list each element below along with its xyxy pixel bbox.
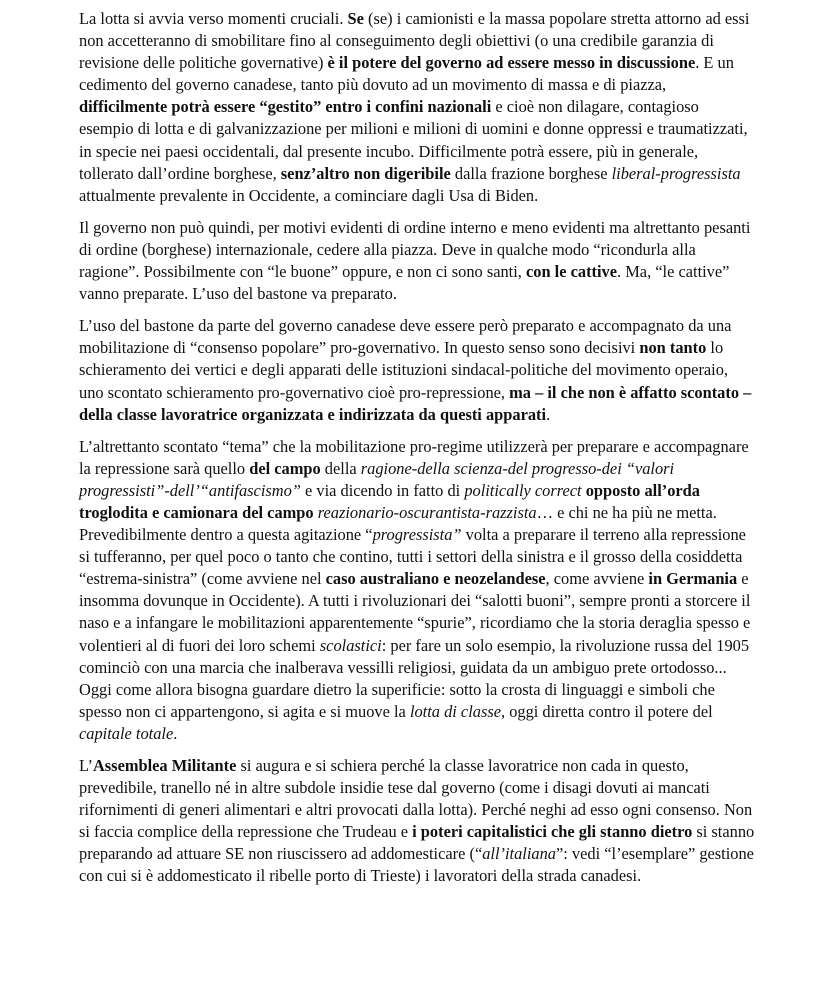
bold-text-run: difficilmente potrà essere “gestito” entro i confini nazionali [79, 97, 492, 117]
text-run: attualmente prevalente in Occidente, a cominciare dagli Usa di Biden. [79, 185, 539, 205]
italic-text-run: capitale totale [79, 723, 174, 743]
italic-text-run: reazionario-oscurantista-razzista [317, 502, 537, 522]
paragraph [79, 755, 755, 888]
text-run: e insomma dovunque in Occidente). A tutti i rivoluzionari dei “salotti buoni”, sempre pronti a storcere il naso e a infangare le mobilitazioni apparentemente “spurie”, ricordiamo che la storia deraglia spesso e volentieri al di fuori dei loro schemi [79, 569, 751, 655]
italic-text-run: ragione-della scienza-del progresso-dei “valori progressisti”-dell’“antifascismo” [79, 458, 675, 500]
text-run: L’ [79, 756, 93, 775]
bold-text-run: con le cattive [526, 262, 618, 282]
text-run: si stanno preparando ad attuare SE non riuscissero ad addomesticare (“ [79, 822, 755, 864]
italic-text-run: progressista” [372, 525, 462, 545]
bold-text-run: opposto all’orda troglodita e camionara del campo [79, 480, 700, 522]
text-run: Il governo non può quindi, per motivi evidenti di ordine interno e meno evidenti ma altrettanto pesanti di ordine (borghese) internazionale, cedere alla piazza. Deve in qualche modo “ricondurla alla ragione”. Possibilmente con “le buone” oppure, e non ci sono santi, [79, 217, 751, 282]
text-run: : per fare un solo esempio, la rivoluzione russa del 1905 cominciò con una marcia che inalberava vessilli religiosi, guidata da un ambiguo prete ortodosso... Oggi come allora bisogna guardare dietro la superificie: sotto la crosta di linguaggi e simboli che spesso non ci appartengono, si agita e si muove la [79, 635, 750, 721]
text-run: , oggi diretta contro il potere del [501, 701, 713, 721]
bold-text-run: è il potere del governo ad essere messo in discussione [327, 53, 696, 73]
paragraph [79, 217, 755, 305]
bold-text-run: Se [347, 9, 364, 28]
italic-text-run: politically correct [464, 480, 582, 500]
bold-text-run: senz’altro non digeribile [280, 163, 451, 183]
italic-text-run: lotta di classe [409, 701, 501, 721]
bold-text-run: non tanto [639, 338, 707, 358]
text-run: si augura e si schiera perché la classe lavoratrice non cada in questo, prevedibile, tranello né in altre subdole insidie tese dal governo (come i disagi dovuti ai mancati rifornimenti di generi alimentari e altri provocati dalla lotta). Perché neghi ad esso ogni consenso. Non si faccia complice della repressione che Trudeau e [79, 756, 753, 842]
italic-text-run: liberal-progressista [611, 163, 741, 183]
italic-text-run: scolastici [319, 635, 382, 655]
text-run: della [320, 458, 361, 478]
bold-text-run: del campo [249, 458, 321, 478]
text-run: . Ma, “le cattive” vanno preparate. L’uso del bastone va preparato. [79, 262, 730, 304]
paragraph [79, 436, 755, 745]
text-run: ”: vedi “l’esemplare” gestione con cui si è addomesticato il ribelle porto di Trieste) i lavoratori della strada canadesi. [79, 844, 754, 886]
text-run: … e chi ne ha più ne metta. Prevedibilmente dentro a questa agitazione “ [79, 502, 717, 545]
text-run: lo schieramento dei vertici e degli apparati delle istituzioni sindacal-politiche del movimento operaio, uno scontato schieramento pro-governativo cioè pro-repressione, [79, 338, 729, 402]
text-run: . E un cedimento del governo canadese, tanto più dovuto ad un movimento di massa e di piazza, [79, 53, 734, 95]
bold-text-run: ma – il che non è affatto scontato – della classe lavoratrice organizzata e indirizzata da questi apparati [79, 382, 752, 424]
bold-text-run: i poteri capitalistici che gli stanno dietro [412, 822, 693, 842]
text-run: e cioè non dilagare, contagioso esempio di lotta e di galvanizzazione per milioni e milioni di uomini e donne oppressi e traumatizzati, in specie nei paesi occidentali, dal presente incubo. Difficilmente potrà essere, più in generale, tollerato dall’ordine borghese, [79, 97, 748, 183]
bold-text-run: in Germania [648, 569, 738, 589]
text-run: (se) i camionisti e la massa popolare stretta attorno ad essi non accetteranno di smobilitare fino al conseguimento degli obiettivi (o una credibile garanzia di revisione delle politiche governative) [79, 9, 750, 73]
text-run: e via dicendo in fatto di [300, 480, 465, 500]
text-run: , come avviene [545, 569, 649, 589]
text-run: L’uso del bastone da parte del governo canadese deve essere però preparato e accompagnato da una mobilitazione di “consenso popolare” pro-governativo. In questo senso sono decisivi [79, 316, 732, 358]
text-run: L’altrettanto scontato “tema” che la mobilitazione pro-regime utilizzerà per preparare e accompagnare la repressione sarà quello [79, 436, 749, 478]
paragraph [79, 315, 755, 425]
text-run: . [173, 723, 178, 743]
bold-text-run: Assemblea Militante [92, 756, 237, 775]
text-run: volta a preparare il terreno alla repressione si tufferanno, per quel poco o tanto che contino, tutti i settori della sinistra e il grosso della cosiddetta “estrema-sinistra” (come avviene nel [79, 525, 746, 589]
document-body [79, 8, 755, 898]
text-run: dalla frazione borghese [450, 163, 612, 183]
paragraph [79, 8, 755, 207]
italic-text-run: all’italiana [482, 844, 556, 864]
text-run: La lotta si avvia verso momenti cruciali. [79, 9, 348, 28]
bold-text-run: caso australiano e neozelandese [325, 569, 546, 589]
text-run: . [546, 404, 551, 424]
